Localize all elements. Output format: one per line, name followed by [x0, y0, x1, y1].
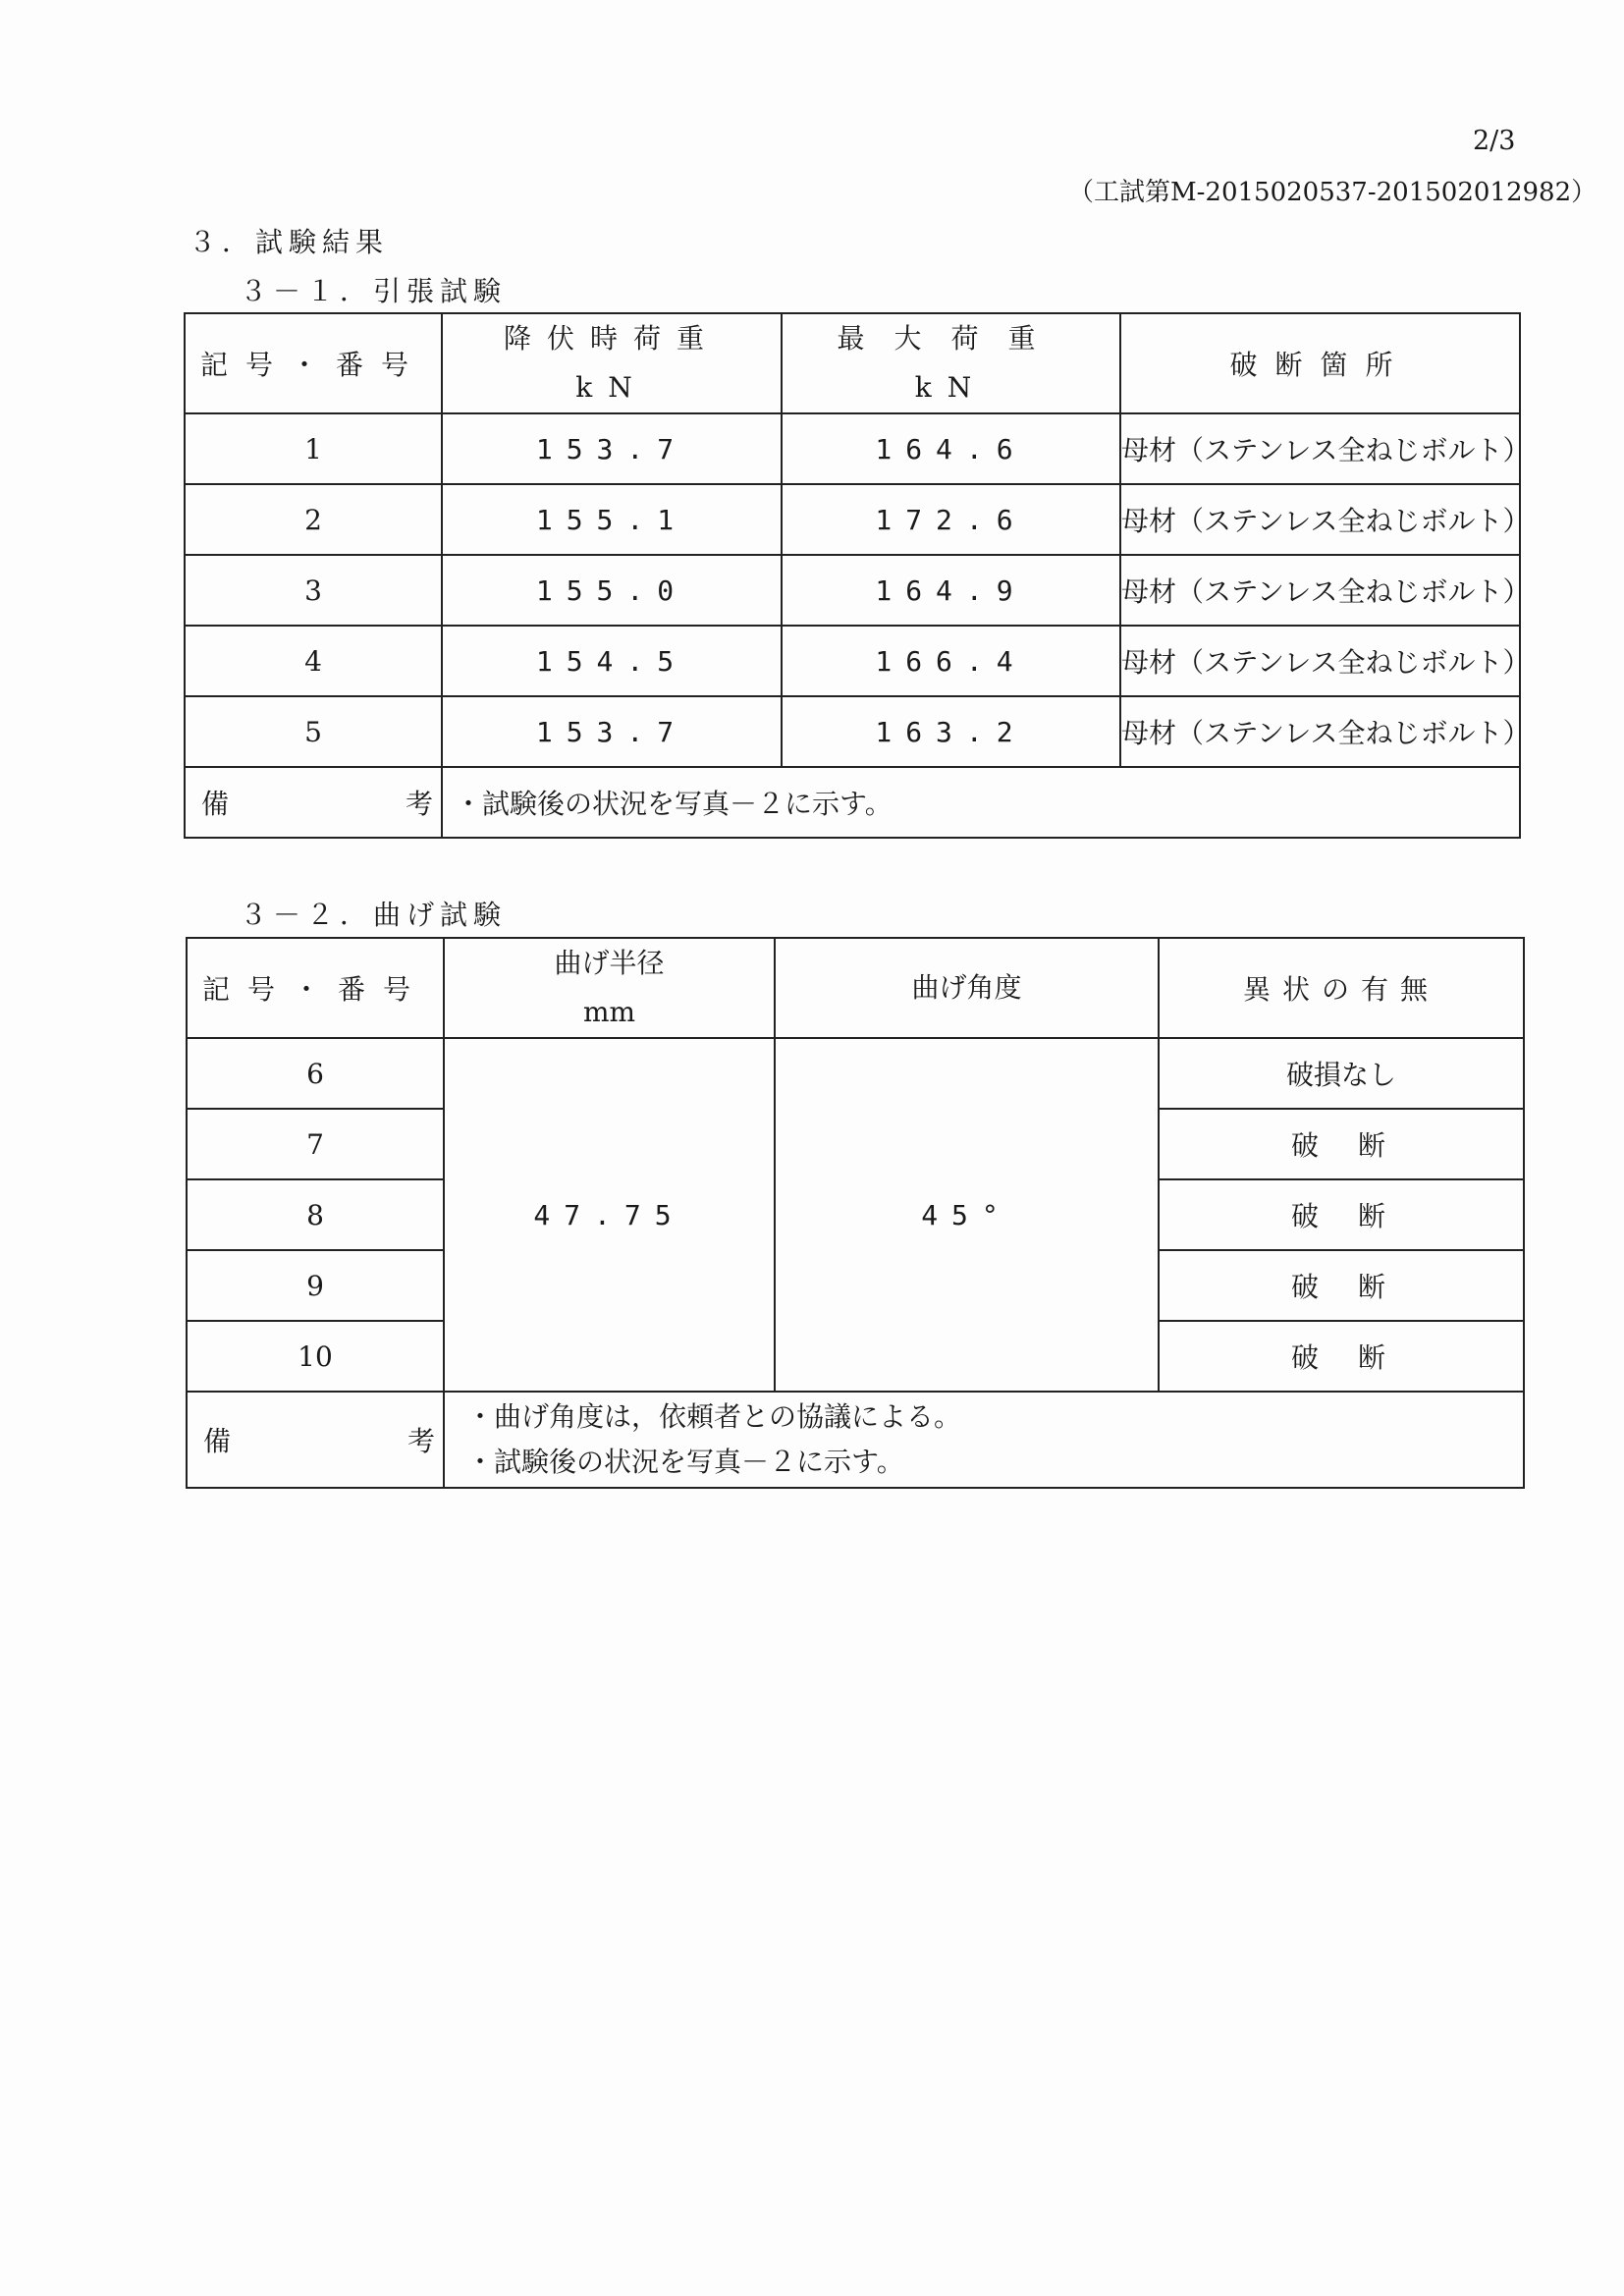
tensile-title: ３－１．引張試験: [240, 275, 508, 307]
row-id: 2: [185, 484, 442, 555]
bending-header-row: [187, 938, 1524, 1038]
angle-value: 45°: [775, 1038, 1159, 1392]
bending-table: [186, 937, 1525, 1489]
row-id: 4: [185, 626, 442, 696]
row-id: 5: [185, 696, 442, 767]
row-location: 母材（ステンレス全ねじボルト）: [1120, 555, 1520, 626]
header-id: 記号・番号: [187, 938, 444, 1038]
bending-remark-2: ・試験後の状況を写真－２に示す。: [466, 1446, 904, 1478]
row-max: 163.2: [782, 696, 1120, 767]
table-row: [185, 413, 1520, 484]
header-angle: 曲げ角度: [775, 938, 1159, 1038]
header-fracture: 破断箇所: [1120, 313, 1520, 413]
row-id: 6: [187, 1038, 444, 1109]
remarks-label-1: 備: [203, 1425, 232, 1457]
header-radius-unit: mm: [582, 996, 636, 1028]
row-location: 母材（ステンレス全ねじボルト）: [1120, 626, 1520, 696]
table-row: [185, 626, 1520, 696]
bending-title: ３－２．曲げ試験: [240, 899, 508, 931]
row-id: 1: [185, 413, 442, 484]
header-yield-unit: kN: [575, 371, 648, 404]
row-id: 9: [187, 1250, 444, 1321]
row-result: 破 断: [1159, 1250, 1524, 1321]
row-max: 172.6: [782, 484, 1120, 555]
row-max: 164.9: [782, 555, 1120, 626]
row-location: 母材（ステンレス全ねじボルト）: [1120, 413, 1520, 484]
row-id: 7: [187, 1109, 444, 1179]
remarks-label-cell: [187, 1392, 444, 1488]
header-yield-label: 降伏時荷重: [503, 322, 720, 355]
header-abnormal: 異状の有無: [1159, 938, 1524, 1038]
row-result: 破損なし: [1159, 1038, 1524, 1109]
header-yield: [442, 313, 782, 413]
table-row: [185, 555, 1520, 626]
row-location: 母材（ステンレス全ねじボルト）: [1120, 484, 1520, 555]
report-number: （工試第M-2015020537-201502012982）: [1068, 178, 1597, 207]
row-id: 10: [187, 1321, 444, 1392]
bending-remarks: [444, 1392, 1524, 1488]
tensile-header-row: [185, 313, 1520, 413]
bending-remark-1: ・曲げ角度は，依頼者との協議による。: [466, 1400, 962, 1433]
remarks-label-1: 備: [201, 788, 230, 820]
row-yield: 153.7: [442, 413, 782, 484]
row-id: 8: [187, 1179, 444, 1250]
row-location: 母材（ステンレス全ねじボルト）: [1120, 696, 1520, 767]
header-id: 記号・番号: [185, 313, 442, 413]
header-radius-label: 曲げ半径: [554, 947, 665, 979]
row-yield: 154.5: [442, 626, 782, 696]
row-yield: 155.0: [442, 555, 782, 626]
tensile-remarks-row: [185, 767, 1520, 838]
radius-value: 47.75: [444, 1038, 775, 1392]
header-radius: [444, 938, 775, 1038]
row-yield: 153.7: [442, 696, 782, 767]
section-title: ３．試験結果: [189, 226, 390, 258]
table-row: [185, 696, 1520, 767]
bending-remarks-row: [187, 1392, 1524, 1488]
row-max: 164.6: [782, 413, 1120, 484]
tensile-table: [184, 312, 1531, 839]
remarks-label-cell: [185, 767, 442, 838]
remarks-label: [186, 783, 441, 822]
header-max: [782, 313, 1120, 413]
remarks-label: [188, 1420, 443, 1459]
row-yield: 155.1: [442, 484, 782, 555]
row-max: 166.4: [782, 626, 1120, 696]
table-row: [187, 1038, 1524, 1109]
page-number: 2/3: [1473, 126, 1516, 156]
row-id: 3: [185, 555, 442, 626]
row-result: 破 断: [1159, 1179, 1524, 1250]
tensile-remarks: ・試験後の状況を写真－２に示す。: [442, 767, 1520, 838]
row-result: 破 断: [1159, 1321, 1524, 1392]
remarks-label-2: 考: [405, 788, 433, 820]
header-max-unit: kN: [914, 371, 988, 404]
row-result: 破 断: [1159, 1109, 1524, 1179]
remarks-label-2: 考: [406, 1425, 435, 1457]
table-row: [185, 484, 1520, 555]
header-max-label: 最大荷重: [837, 322, 1065, 355]
